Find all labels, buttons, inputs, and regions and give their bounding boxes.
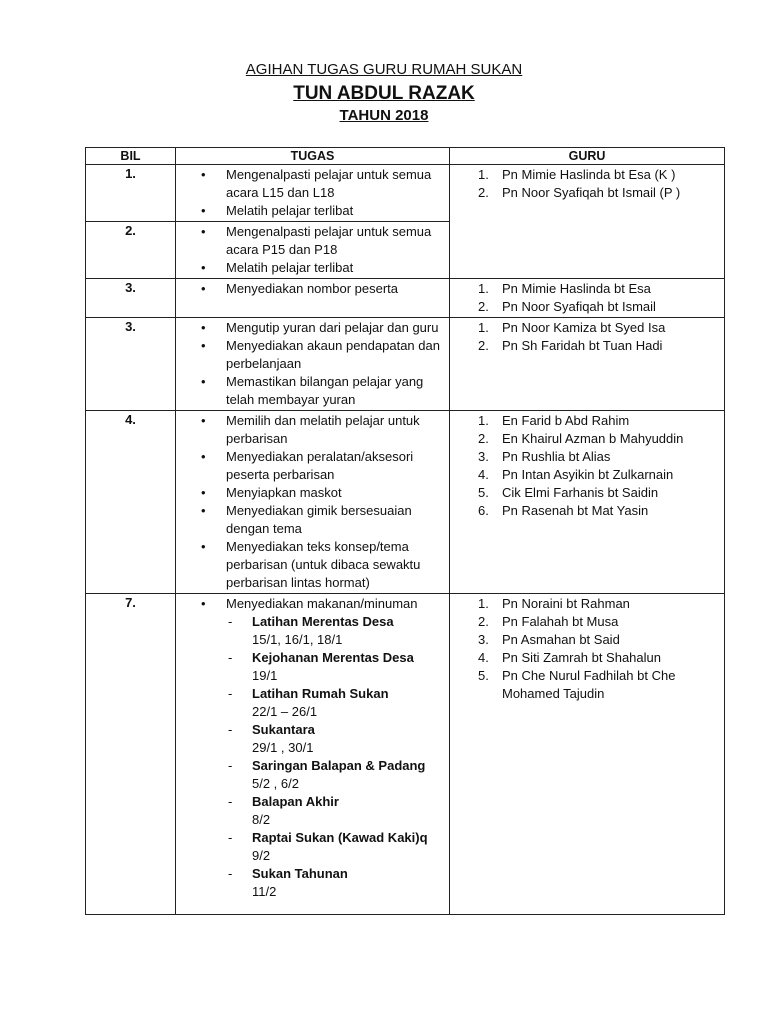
teacher-item: [478, 448, 720, 466]
teacher-item: [478, 613, 720, 631]
teacher-item: [478, 430, 720, 448]
task-item: • Mengutip yuran dari pelajar dan guru: [226, 319, 445, 337]
document-title: AGIHAN TUGAS GURU RUMAH SUKAN: [245, 61, 523, 78]
teacher-item: [478, 667, 720, 703]
teacher-number: 5.: [478, 485, 489, 500]
teacher-name: Pn Rushlia bt Alias: [502, 449, 611, 464]
row-number: 7.: [86, 594, 176, 915]
teacher-number: 3.: [478, 449, 489, 464]
event-name: - Sukan Tahunan: [252, 866, 348, 881]
teacher-name: Pn Mimie Haslinda bt Esa (K ): [502, 167, 676, 182]
event-name: - Latihan Rumah Sukan: [252, 686, 389, 701]
teacher-item: [478, 280, 720, 298]
teacher-name: Pn Asmahan bt Said: [502, 632, 620, 647]
teacher-cell: [450, 411, 725, 594]
teacher-number: 2.: [478, 185, 489, 200]
column-header-guru: GURU: [450, 148, 725, 165]
event-date: 5/2 , 6/2: [252, 776, 299, 791]
teacher-number: 2.: [478, 431, 489, 446]
teacher-number: 1.: [478, 413, 489, 428]
duty-table: [85, 147, 725, 915]
event-item: [252, 829, 445, 865]
event-item: [252, 613, 445, 649]
teacher-cell: [450, 279, 725, 318]
event-name: - Sukantara: [252, 722, 315, 737]
teacher-number: 2.: [478, 338, 489, 353]
row-number: 3.: [86, 279, 176, 318]
teacher-name: Pn Che Nurul Fadhilah bt Che Mohamed Tajudin: [502, 668, 676, 701]
row-number: 3.: [86, 318, 176, 411]
teacher-number: 1.: [478, 167, 489, 182]
teacher-item: [478, 412, 720, 430]
task-item: • Menyediakan nombor peserta: [226, 280, 445, 298]
event-item: [252, 865, 445, 901]
teacher-number: 2.: [478, 299, 489, 314]
teacher-number: 4.: [478, 467, 489, 482]
teacher-item: [478, 466, 720, 484]
event-name: - Raptai Sukan (Kawad Kaki)q: [252, 830, 428, 845]
teacher-name: Pn Noor Syafiqah bt Ismail (P ): [502, 185, 681, 200]
teacher-number: 2.: [478, 614, 489, 629]
task-cell: [176, 318, 450, 411]
document-subtitle: TUN ABDUL RAZAK: [293, 83, 475, 104]
table-row: [86, 594, 725, 915]
task-item: • Memastikan bilangan pelajar yang telah membayar yuran: [226, 373, 445, 409]
table-row: [86, 279, 725, 318]
task-item: • Mengenalpasti pelajar untuk semua acara P15 dan P18: [226, 223, 445, 259]
teacher-item: [478, 484, 720, 502]
task-cell: [176, 594, 450, 915]
column-header-bil: BIL: [86, 148, 176, 165]
teacher-cell: [450, 594, 725, 915]
task-item: • Melatih pelajar terlibat: [226, 202, 445, 220]
task-cell: [176, 279, 450, 318]
teacher-number: 4.: [478, 650, 489, 665]
task-cell: [176, 165, 450, 222]
teacher-cell: [450, 318, 725, 411]
column-header-tugas: TUGAS: [176, 148, 450, 165]
teacher-name: En Farid b Abd Rahim: [502, 413, 630, 428]
event-date: 19/1: [252, 668, 278, 683]
event-date: 29/1 , 30/1: [252, 740, 314, 755]
teacher-item: [478, 595, 720, 613]
teacher-item: [478, 337, 720, 355]
event-item: [252, 649, 445, 685]
teacher-cell: [450, 165, 725, 279]
event-item: [252, 685, 445, 721]
teacher-name: Pn Mimie Haslinda bt Esa: [502, 281, 651, 296]
task-item: • Menyediakan peralatan/aksesori peserta perbarisan: [226, 448, 445, 484]
document-year: TAHUN 2018: [339, 107, 429, 124]
event-name: - Kejohanan Merentas Desa: [252, 650, 414, 665]
event-date: 8/2: [252, 812, 271, 827]
teacher-name: Pn Falahah bt Musa: [502, 614, 619, 629]
task-item: • Melatih pelajar terlibat: [226, 259, 445, 277]
event-date: 15/1, 16/1, 18/1: [252, 632, 343, 647]
event-item: [252, 793, 445, 829]
teacher-name: En Khairul Azman b Mahyuddin: [502, 431, 684, 446]
table-row: [86, 318, 725, 411]
teacher-item: [478, 166, 720, 184]
table-row: [86, 411, 725, 594]
row-number: 4.: [86, 411, 176, 594]
teacher-number: 1.: [478, 281, 489, 296]
teacher-name: Pn Intan Asyikin bt Zulkarnain: [502, 467, 674, 482]
event-name: - Balapan Akhir: [252, 794, 339, 809]
teacher-name: Pn Sh Faridah bt Tuan Hadi: [502, 338, 663, 353]
task-item: • Mengenalpasti pelajar untuk semua acara L15 dan L18: [226, 166, 445, 202]
event-date: 9/2: [252, 848, 271, 863]
task-item: • Memilih dan melatih pelajar untuk perbarisan: [226, 412, 445, 448]
table-row: [86, 165, 725, 222]
teacher-name: Pn Noor Kamiza bt Syed Isa: [502, 320, 666, 335]
event-date: 11/2: [252, 884, 277, 899]
task-item: • Menyediakan teks konsep/tema perbarisan (untuk dibaca sewaktu perbarisan lintas hormat): [226, 538, 445, 592]
teacher-name: Pn Siti Zamrah bt Shahalun: [502, 650, 661, 665]
row-number: 1.: [86, 165, 176, 222]
event-name: - Saringan Balapan & Padang: [252, 758, 426, 773]
task-item: • Menyediakan gimik bersesuaian dengan tema: [226, 502, 445, 538]
teacher-item: [478, 649, 720, 667]
task-cell: [176, 222, 450, 279]
event-item: [252, 721, 445, 757]
teacher-number: 5.: [478, 668, 489, 683]
row-number: 2.: [86, 222, 176, 279]
task-item: • Menyiapkan maskot: [226, 484, 445, 502]
table-header-row: [86, 148, 725, 165]
teacher-name: Pn Noor Syafiqah bt Ismail: [502, 299, 656, 314]
task-item: • Menyediakan akaun pendapatan dan perbelanjaan: [226, 337, 445, 373]
teacher-number: 1.: [478, 596, 489, 611]
teacher-number: 1.: [478, 320, 489, 335]
event-date: 22/1 – 26/1: [252, 704, 318, 719]
task-item: [226, 595, 445, 901]
event-list: [226, 613, 445, 901]
task-main-text: Menyediakan makanan/minuman: [226, 596, 418, 611]
teacher-name: Pn Rasenah bt Mat Yasin: [502, 503, 649, 518]
task-cell: [176, 411, 450, 594]
event-name: - Latihan Merentas Desa: [252, 614, 394, 629]
teacher-number: 3.: [478, 632, 489, 647]
teacher-number: 6.: [478, 503, 489, 518]
teacher-name: Cik Elmi Farhanis bt Saidin: [502, 485, 659, 500]
teacher-item: [478, 319, 720, 337]
teacher-name: Pn Noraini bt Rahman: [502, 596, 630, 611]
teacher-item: [478, 502, 720, 520]
event-item: [252, 757, 445, 793]
teacher-item: [478, 631, 720, 649]
teacher-item: [478, 184, 720, 202]
teacher-item: [478, 298, 720, 316]
